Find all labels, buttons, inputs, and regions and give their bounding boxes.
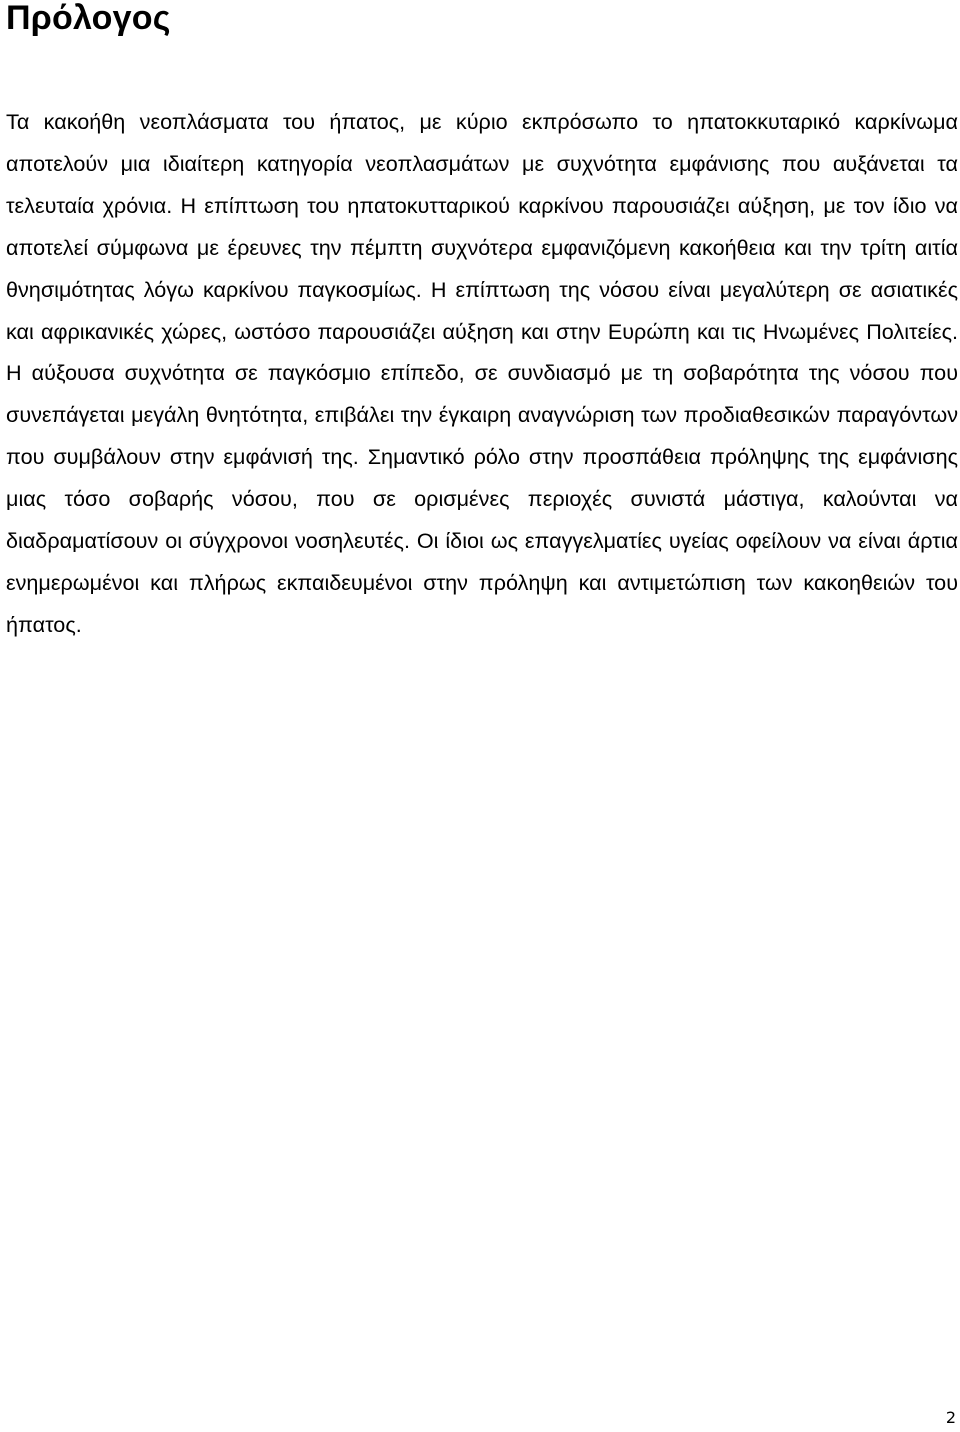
page-title: Πρόλογος — [6, 0, 171, 37]
page-number: 2 — [945, 1408, 956, 1427]
body-paragraph: Τα κακοήθη νεοπλάσματα του ήπατος, με κύριο εκπρόσωπο το ηπατοκκυταρικό καρκίνωμα αποτελούν μια ιδιαίτερη κατηγορία νεοπλασμάτων με συχνότητα εμφάνισης που αυξάνεται τα τελευταία χρόνια. Η επίπτωση του ηπατοκυτταρικού καρκίνου παρουσιάζει αύξηση, με τον ίδιο να αποτελεί σύμφωνα με έρευνες την πέμπτη συχνότερα εμφανιζόμενη κακοήθεια και την τρίτη αιτία θνησιμότητας λόγω καρκίνου παγκοσμίως. Η επίπτωση της νόσου είναι μεγαλύτερη σε ασιατικές και αφρικανικές χώρες, ωστόσο παρουσιάζει αύξηση και στην Ευρώπη και τις Ηνωμένες Πολιτείες. Η αύξουσα συχνότητα σε παγκόσμιο επίπεδο, σε συνδιασμό με τη σοβαρότητα της νόσου που συνεπάγεται μεγάλη θνητότητα, επιβάλει την έγκαιρη αναγνώριση των προδιαθεσικών παραγόντων που συμβάλουν στην εμφάνισή της. Σημαντικό ρόλο στην προσπάθεια πρόληψης της εμφάνισης μιας τόσο σοβαρής νόσου, που σε ορισμένες περιοχές συνιστά μάστιγα, καλούνται να διαδραματίσουν οι σύγχρονοι νοσηλευτές. Οι ίδιοι ως επαγγελματίες υγείας οφείλουν να είναι άρτια ενημερωμένοι και πλήρως εκπαιδευμένοι στην πρόληψη και αντιμετώπιση των κακοηθειών του ήπατος. — [6, 109, 958, 637]
